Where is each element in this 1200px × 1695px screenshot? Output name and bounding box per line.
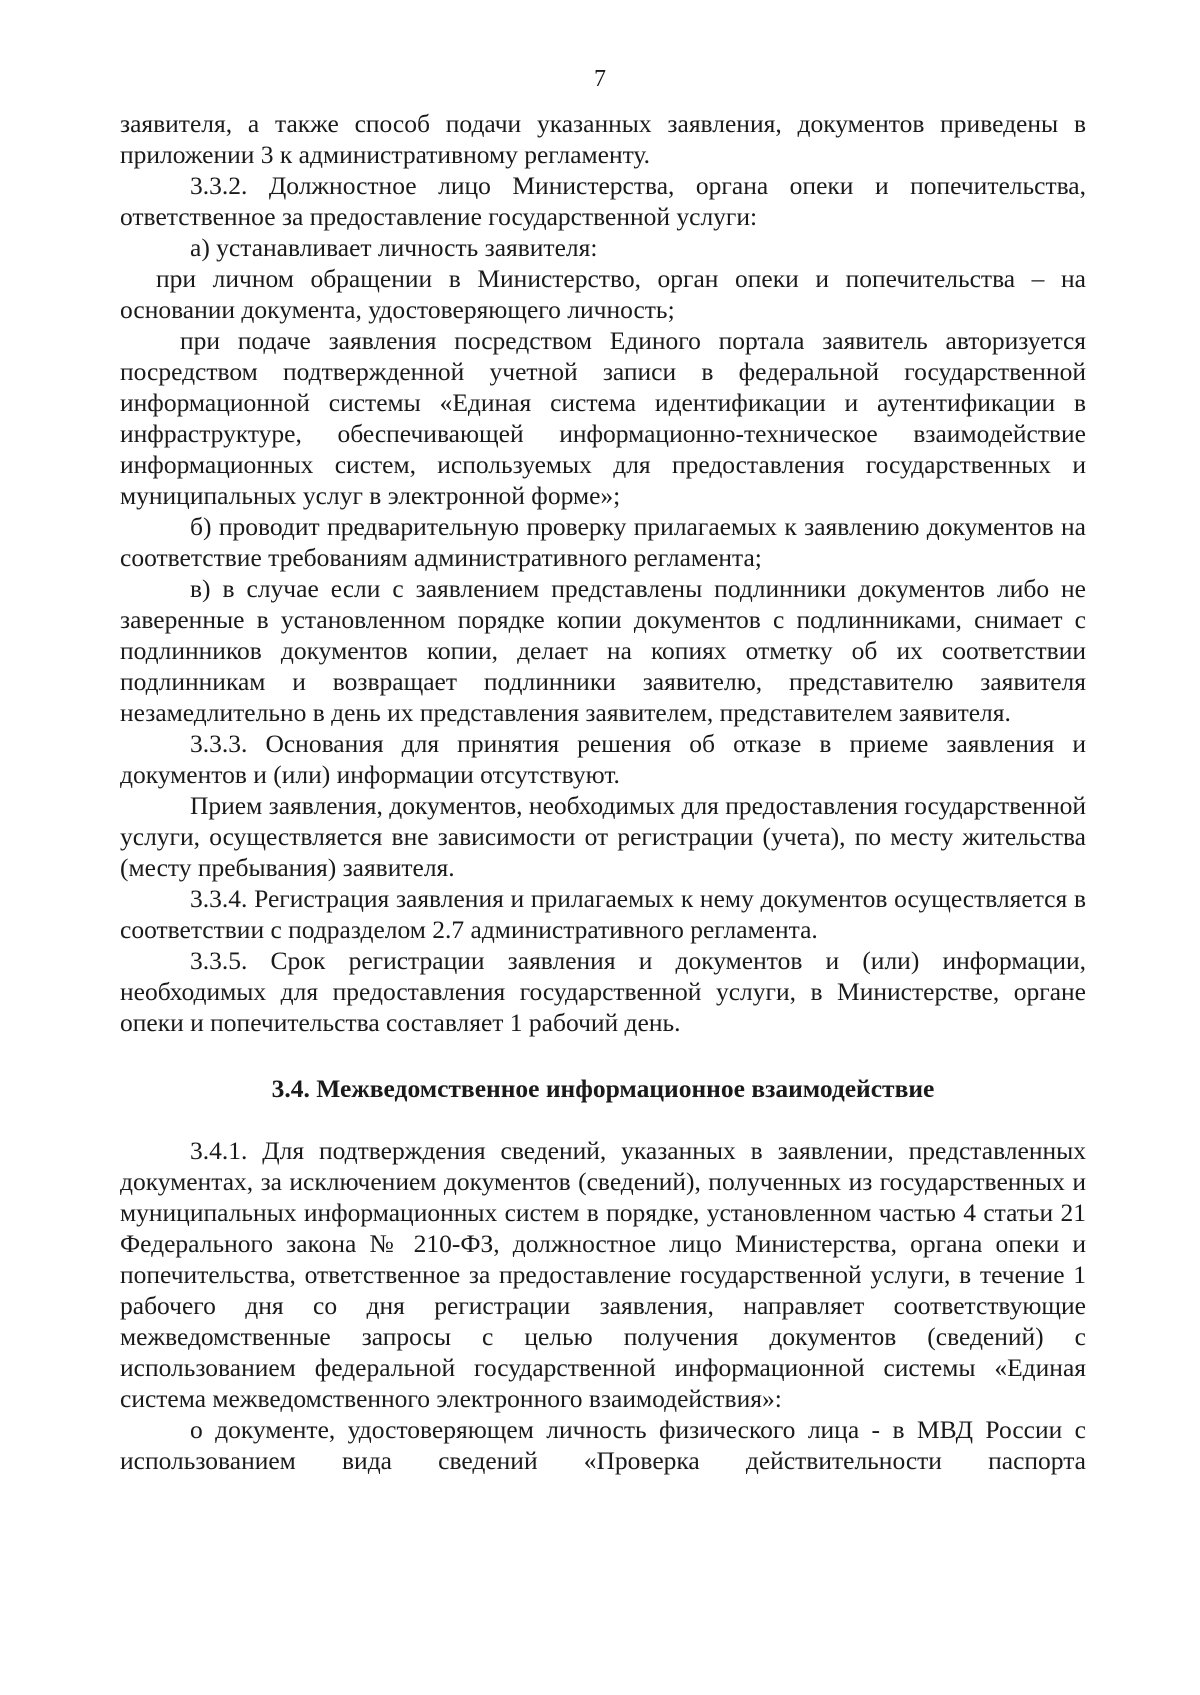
paragraph-3-3-4: 3.3.4. Регистрация заявления и прилагаемых к нему документов осуществляется в соответствии с подразделом 2.7 административного регламента. <box>120 884 1086 944</box>
paragraph-item-a: а) устанавливает личность заявителя: <box>190 233 598 262</box>
paragraph-3-3-5: 3.3.5. Срок регистрации заявления и документов и (или) информации, необходимых для предоставления государственной услуги, в Министерстве, органе опеки и попечительства составляет 1 рабочий день. <box>120 946 1086 1037</box>
paragraph-applicant-submission-method: заявителя, а также способ подачи указанных заявления, документов приведены в приложении 3 к административному регламенту. <box>120 109 1086 169</box>
paragraph-3-3-3: 3.3.3. Основания для принятия решения об отказе в приеме заявления и документов и (или) информации отсутствуют. <box>120 729 1086 789</box>
page-number: 7 <box>594 66 606 92</box>
paragraph-3-4-1: 3.4.1. Для подтверждения сведений, указанных в заявлении, представленных документах, за исключением документов (сведений), полученных из государственных и муниципальных информационных систем в порядке, установленном частью 4 статьи 21 Федерального закона № 210-ФЗ, должностное лицо Министерства, органа опеки и попечительства, ответственное за предоставление государственной услуги, в течение 1 рабочего дня со дня регистрации заявления, направляет соответствующие межведомственные запросы с целью получения документов (сведений) с использованием федеральной государственной информационной системы «Единая система межведомственного электронного взаимодействия»: <box>120 1136 1086 1413</box>
paragraph-identity-document: о документе, удостоверяющем личность физического лица - в МВД России с использованием вида сведений «Проверка действительности паспорта <box>120 1415 1086 1475</box>
paragraph-acceptance: Прием заявления, документов, необходимых для предоставления государственной услуги, осуществляется вне зависимости от регистрации (учета), по месту жительства (месту пребывания) заявителя. <box>120 791 1086 882</box>
spacer <box>120 1038 1086 1073</box>
paragraph-item-b: б) проводит предварительную проверку прилагаемых к заявлению документов на соответствие требованиям административного регламента; <box>120 512 1086 572</box>
document-body <box>120 108 1086 1476</box>
paragraph-3-3-2: 3.3.2. Должностное лицо Министерства, органа опеки и попечительства, ответственное за предоставление государственной услуги: <box>120 171 1086 231</box>
spacer <box>120 1104 1086 1135</box>
section-heading-3-4: 3.4. Межведомственное информационное взаимодействие <box>271 1074 935 1103</box>
paragraph-unified-portal: при подаче заявления посредством Единого портала заявитель авторизуется посредством подтвержденной учетной записи в федеральной государственной информационной системы «Единая система идентификации и аутентификации в инфраструктуре, обеспечивающей информационно-техническое взаимодействие информационных систем, используемых для предоставления государственных и муниципальных услуг в электронной форме»; <box>120 326 1086 510</box>
paragraph-personal-visit: при личном обращении в Министерство, орган опеки и попечительства – на основании документа, удостоверяющего личность; <box>120 264 1086 324</box>
paragraph-item-c: в) в случае если с заявлением представлены подлинники документов либо не заверенные в установленном порядке копии документов с подлинниками, снимает с подлинников документов копии, делает на копиях отметку об их соответствии подлинникам и возвращает подлинники заявителю, представителю заявителя незамедлительно в день их представления заявителем, представителем заявителя. <box>120 574 1086 727</box>
